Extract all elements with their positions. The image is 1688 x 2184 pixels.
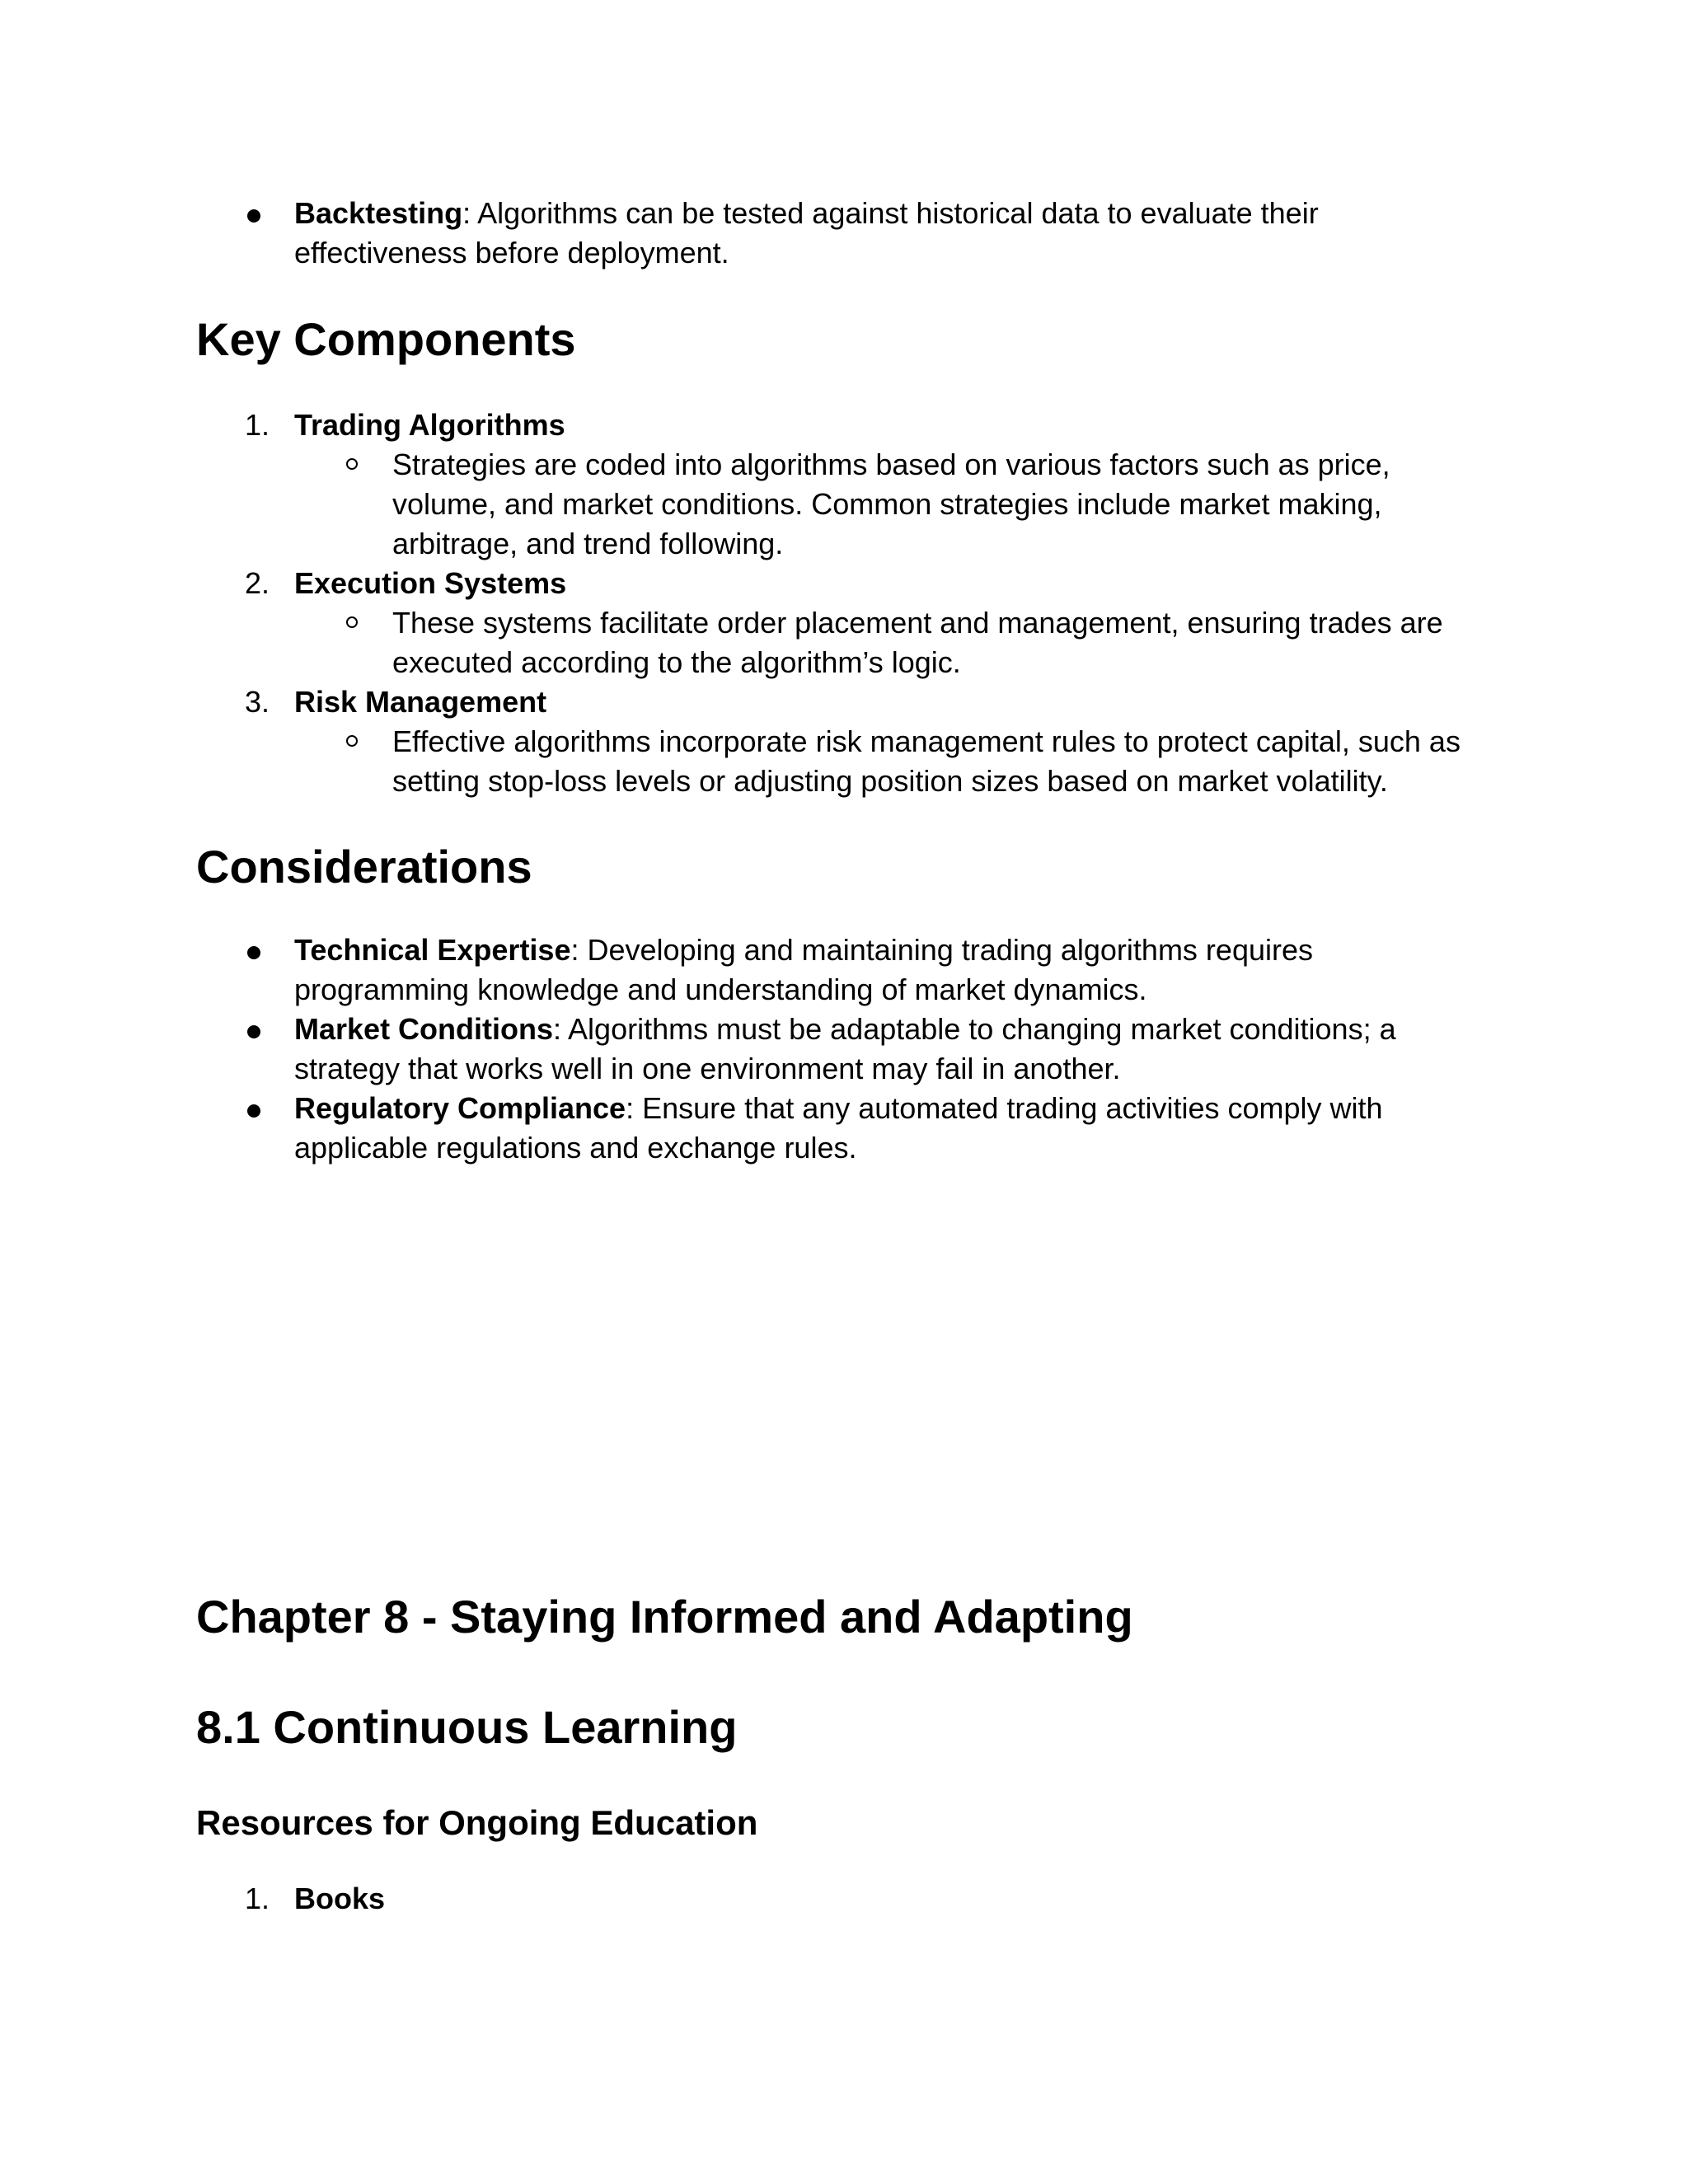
bullet-text: : Algorithms can be tested against historical data to evaluate their <box>462 196 1319 230</box>
key-components-heading: Key Components <box>196 313 576 365</box>
list-number: 2. <box>245 566 270 600</box>
consideration-line2: strategy that works well in one environment may fail in another. <box>294 1052 1121 1085</box>
list-item-text: executed according to the algorithm’s logic. <box>392 645 961 679</box>
section-heading: 8.1 Continuous Learning <box>196 1701 738 1753</box>
list-item-title: Books <box>294 1882 386 1915</box>
consideration-text: : Algorithms must be adaptable to changing market conditions; a <box>553 1012 1396 1046</box>
consideration-term: Regulatory Compliance <box>294 1091 626 1125</box>
consideration-line2: programming knowledge and understanding of market dynamics. <box>294 972 1147 1006</box>
bullet-dot-icon <box>247 1104 260 1118</box>
considerations-heading: Considerations <box>196 841 532 893</box>
circle-bullet-icon <box>346 735 358 747</box>
consideration-text: : Developing and maintaining trading algorithms requires <box>570 933 1313 967</box>
circle-bullet-icon <box>346 616 358 628</box>
consideration-line1 <box>294 930 1313 970</box>
list-item-text: Strategies are coded into algorithms based on various factors such as price, <box>392 448 1390 481</box>
bullet-term: Backtesting <box>294 196 463 230</box>
list-number: 1. <box>245 408 270 442</box>
consideration-term: Technical Expertise <box>294 933 571 967</box>
bullet-backtesting-line2: effectiveness before deployment. <box>294 236 729 269</box>
bullet-backtesting-line1 <box>294 194 1319 233</box>
circle-bullet-icon <box>346 458 358 470</box>
list-item-text: These systems facilitate order placement and management, ensuring trades are <box>392 606 1443 640</box>
consideration-line1 <box>294 1010 1396 1049</box>
list-item-title: Risk Management <box>294 685 547 719</box>
list-number: 3. <box>245 685 270 719</box>
consideration-term: Market Conditions <box>294 1012 554 1046</box>
list-number: 1. <box>245 1882 270 1915</box>
list-item-title: Execution Systems <box>294 566 567 600</box>
list-item-text: Effective algorithms incorporate risk management rules to protect capital, such as <box>392 724 1461 758</box>
list-item-text: arbitrage, and trend following. <box>392 527 784 560</box>
consideration-line1 <box>294 1089 1383 1128</box>
bullet-dot-icon <box>247 946 260 959</box>
list-item-text: setting stop-loss levels or adjusting position sizes based on market volatility. <box>392 764 1388 798</box>
consideration-line2: applicable regulations and exchange rules. <box>294 1131 857 1165</box>
list-item-text: volume, and market conditions. Common strategies include market making, <box>392 487 1382 521</box>
chapter-heading: Chapter 8 - Staying Informed and Adapting <box>196 1591 1133 1643</box>
list-item-title: Trading Algorithms <box>294 408 565 442</box>
subsection-heading: Resources for Ongoing Education <box>196 1803 758 1842</box>
bullet-dot-icon <box>247 209 260 223</box>
bullet-dot-icon <box>247 1025 260 1038</box>
consideration-text: : Ensure that any automated trading activities comply with <box>626 1091 1383 1125</box>
